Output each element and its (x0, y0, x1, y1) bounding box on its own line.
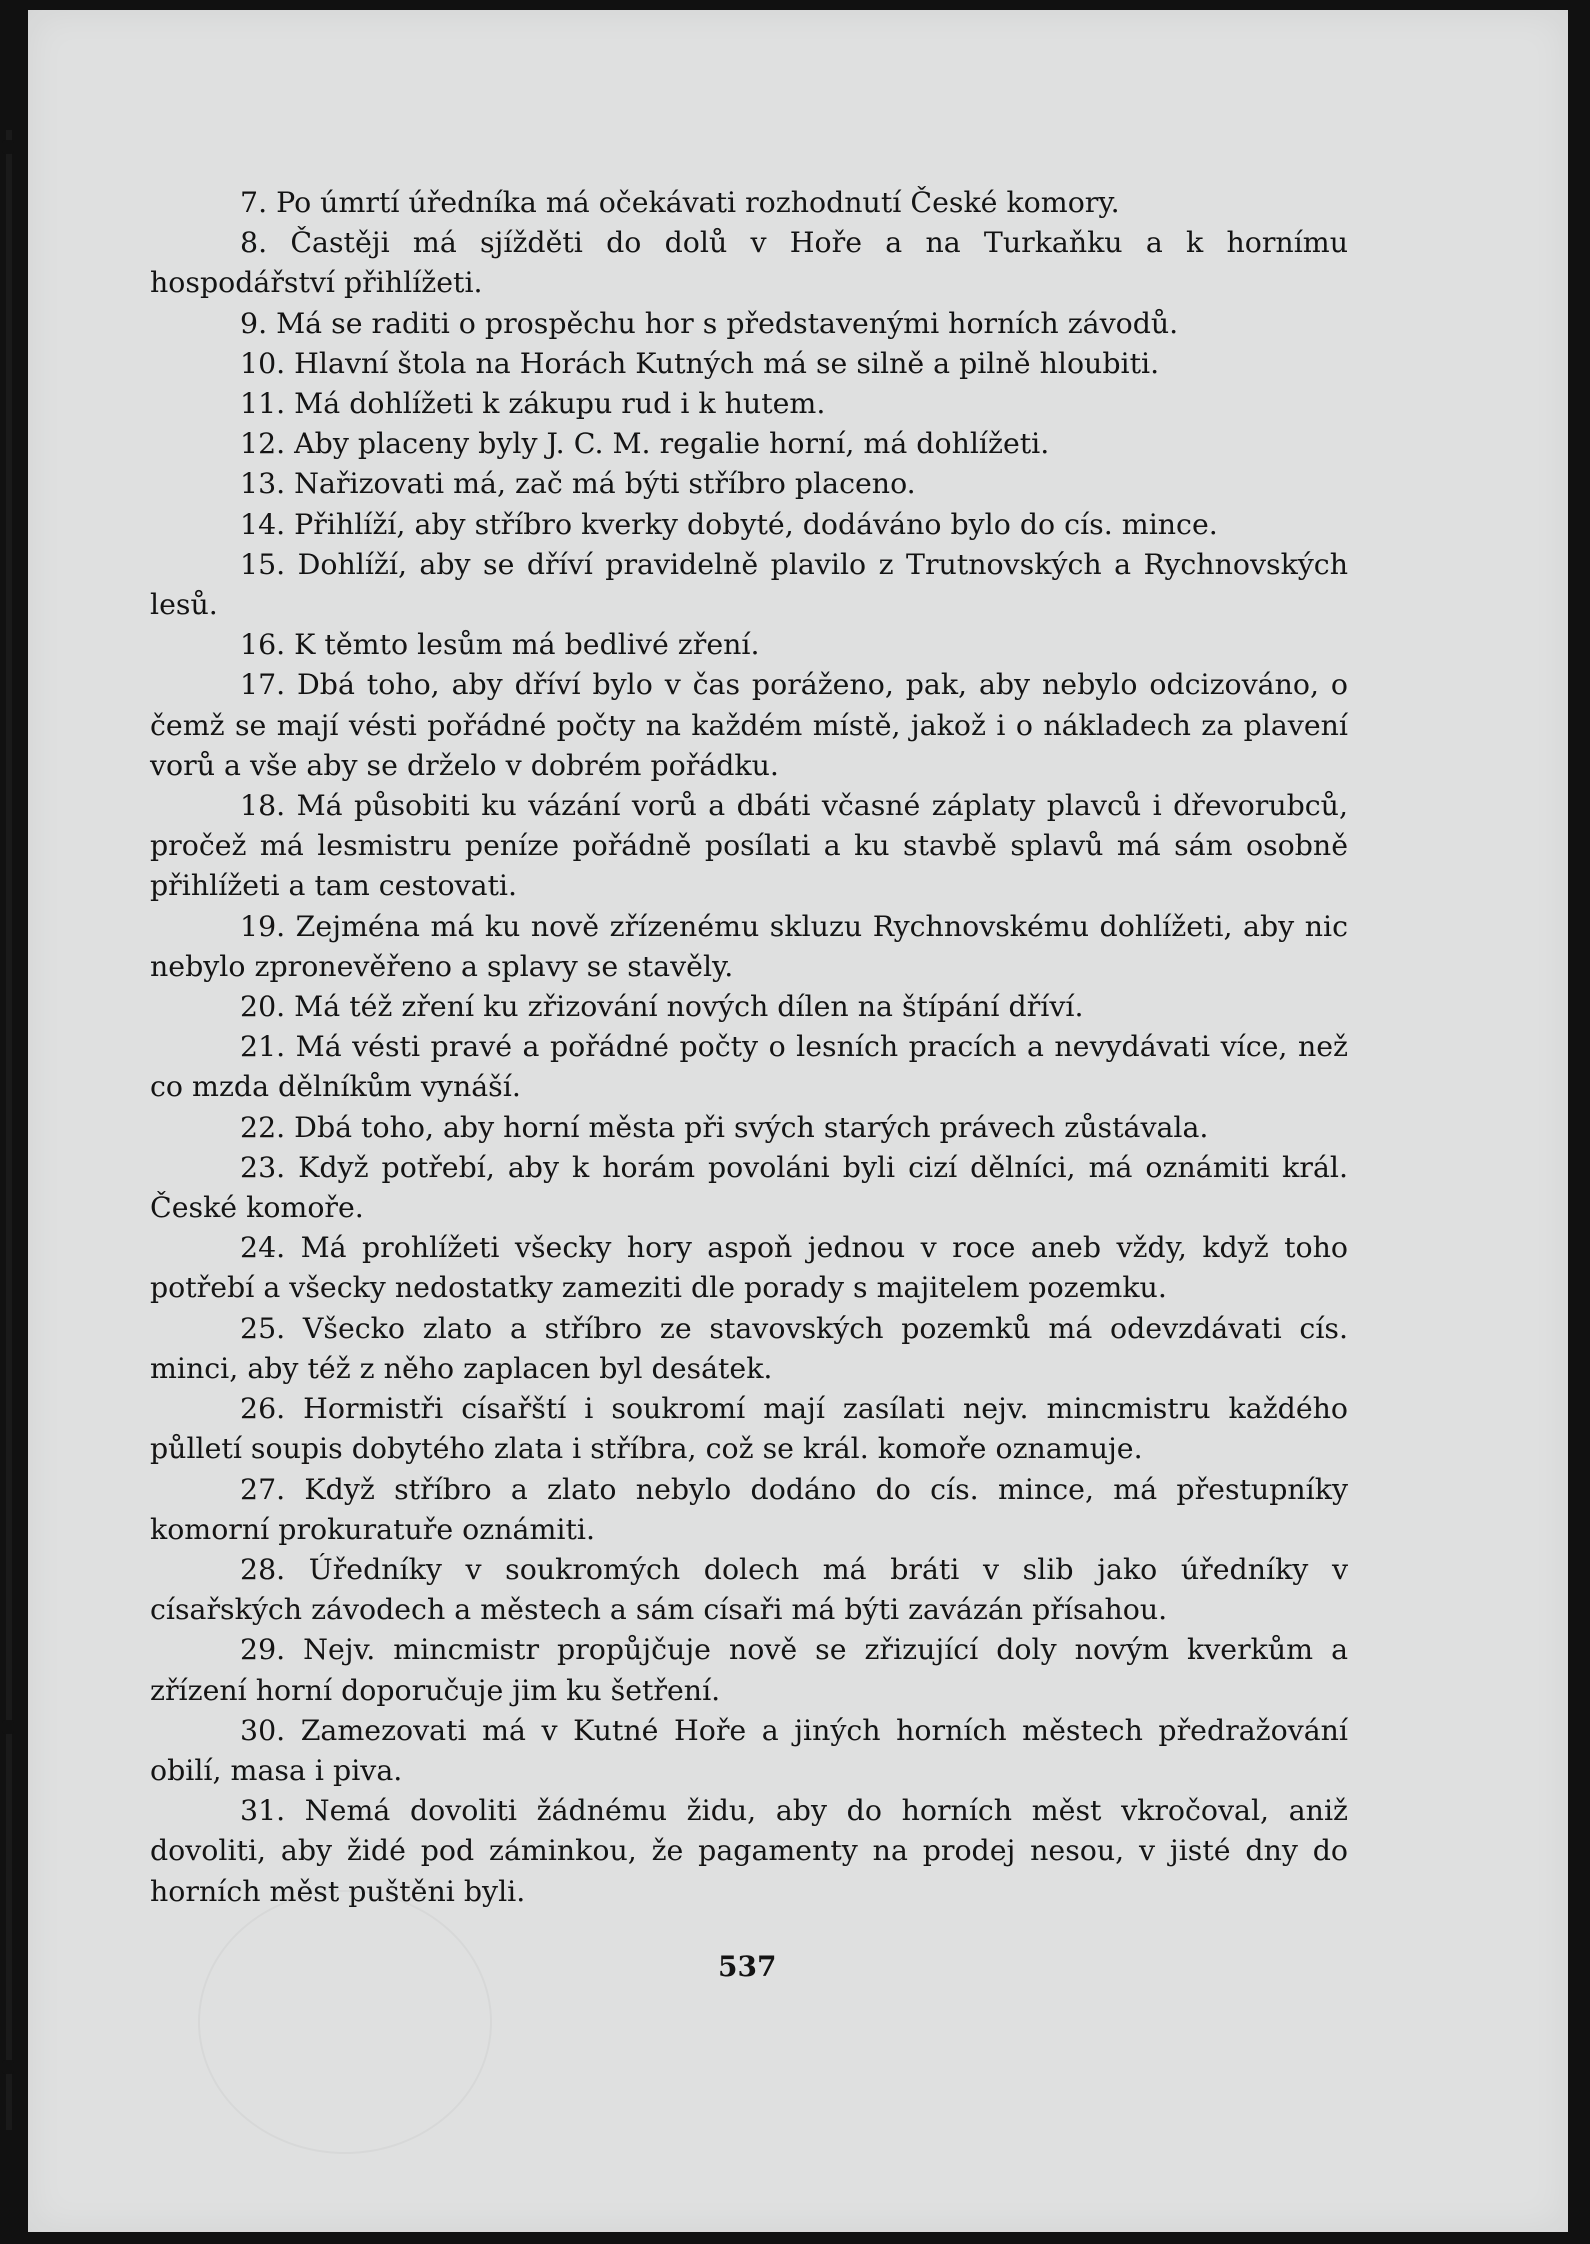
paragraph-23: 23. Když potřebí, aby k horám povoláni byli cizí dělníci, má oznámiti král. České komoře. (150, 1150, 1348, 1225)
binding-edge (6, 130, 12, 2130)
paragraph-26: 26. Hormistři císařští i soukromí mají zasílati nejv. mincmistru každého půlletí soupis dobytého zlata i stříbra, což se král. komoře oznamuje. (150, 1392, 1348, 1466)
paragraph-27: 27. Když stříbro a zlato nebylo dodáno do cís. mince, má přestupníky komorní prokuratuře oznámiti. (150, 1472, 1348, 1546)
paragraph-28: 28. Úředníky v soukromých dolech má bráti v slib jako úředníky v císařských závodech a městech a sám císaři má býti zavázán přísahou. (150, 1552, 1348, 1627)
paper-smudge (198, 1890, 492, 2154)
paragraph-29: 29. Nejv. mincmistr propůjčuje nově se zřizující doly novým kverkům a zřízení horní doporučuje jim ku šetření. (150, 1633, 1348, 1707)
paragraph-20: 20. Má též zření ku zřizování nových dílen na štípání dříví. (240, 990, 1084, 1024)
paragraph-22: 22. Dbá toho, aby horní města při svých starých právech zůstávala. (240, 1110, 1209, 1144)
paragraph-30: 30. Zamezovati má v Kutné Hoře a jiných horních městech předražování obilí, masa i piva. (150, 1713, 1348, 1787)
paragraph-19: 19. Zejména má ku nově zřízenému skluzu Rychnovskému dohlížeti, aby nic nebylo zpronevěřeno a splavy se stavěly. (150, 909, 1348, 983)
paragraph-18: 18. Má působiti ku vázání vorů a dbáti včasné záplaty plavců i dřevorubců, pročež má lesmistru peníze pořádně posílati a ku stavbě splavů má sám osobně přihlížeti a tam cestovati. (150, 789, 1348, 903)
binding-mark (2, 2060, 14, 2074)
paragraph-9: 9. Má se raditi o prospěchu hor s představenými horních závodů. (240, 306, 1179, 340)
paragraph-15: 15. Dohlíží, aby se dříví pravidelně plavilo z Trutnovských a Rychnovských lesů. (150, 547, 1348, 622)
paragraph-31: 31. Nemá dovoliti žádnému židu, aby do horních měst vkročoval, aniž dovoliti, aby židé pod záminkou, že pagamenty na prodej nesou, v jisté dny do horních měst puštěni byli. (150, 1794, 1348, 1908)
paragraph-10: 10. Hlavní štola na Horách Kutných má se silně a pilně hloubiti. (240, 346, 1160, 380)
page-number: 537 (718, 1950, 777, 1983)
paragraph-12: 12. Aby placeny byly J. C. M. regalie horní, má dohlížeti. (240, 427, 1050, 461)
binding-mark (2, 140, 14, 154)
paragraph-17: 17. Dbá toho, aby dříví bylo v čas poráženo, pak, aby nebylo odcizováno, o čemž se mají vésti pořádné počty na každém místě, jakož i o nákladech za plavení vorů a vše aby se drželo v dobrém pořádku. (150, 668, 1348, 782)
paragraph-8: 8. Častěji má sjížděti do dolů v Hoře a na Turkaňku a k hornímu hospodářství přihlížeti. (150, 226, 1348, 300)
paragraph-16: 16. K těmto lesům má bedlivé zření. (240, 628, 760, 662)
binding-mark (2, 1720, 14, 1734)
paragraph-14: 14. Přihlíží, aby stříbro kverky dobyté, dodáváno bylo do cís. mince. (240, 507, 1218, 541)
document-body (150, 183, 1348, 1912)
paragraph-7: 7. Po úmrtí úředníka má očekávati rozhodnutí České komory. (240, 186, 1120, 219)
paragraph-25: 25. Všecko zlato a stříbro ze stavovských pozemků má odevzdávati cís. minci, aby též z něho zaplacen byl desátek. (150, 1311, 1348, 1385)
paragraph-24: 24. Má prohlížeti všecky hory aspoň jednou v roce aneb vždy, když toho potřebí a všecky nedostatky zameziti dle porady s majitelem pozemku. (150, 1231, 1348, 1305)
paragraph-11: 11. Má dohlížeti k zákupu rud i k hutem. (240, 387, 826, 421)
paragraph-13: 13. Nařizovati má, zač má býti stříbro placeno. (240, 467, 916, 501)
paragraph-21: 21. Má vésti pravé a pořádné počty o lesních pracích a nevydávati více, než co mzda dělníkům vynáší. (150, 1030, 1348, 1104)
